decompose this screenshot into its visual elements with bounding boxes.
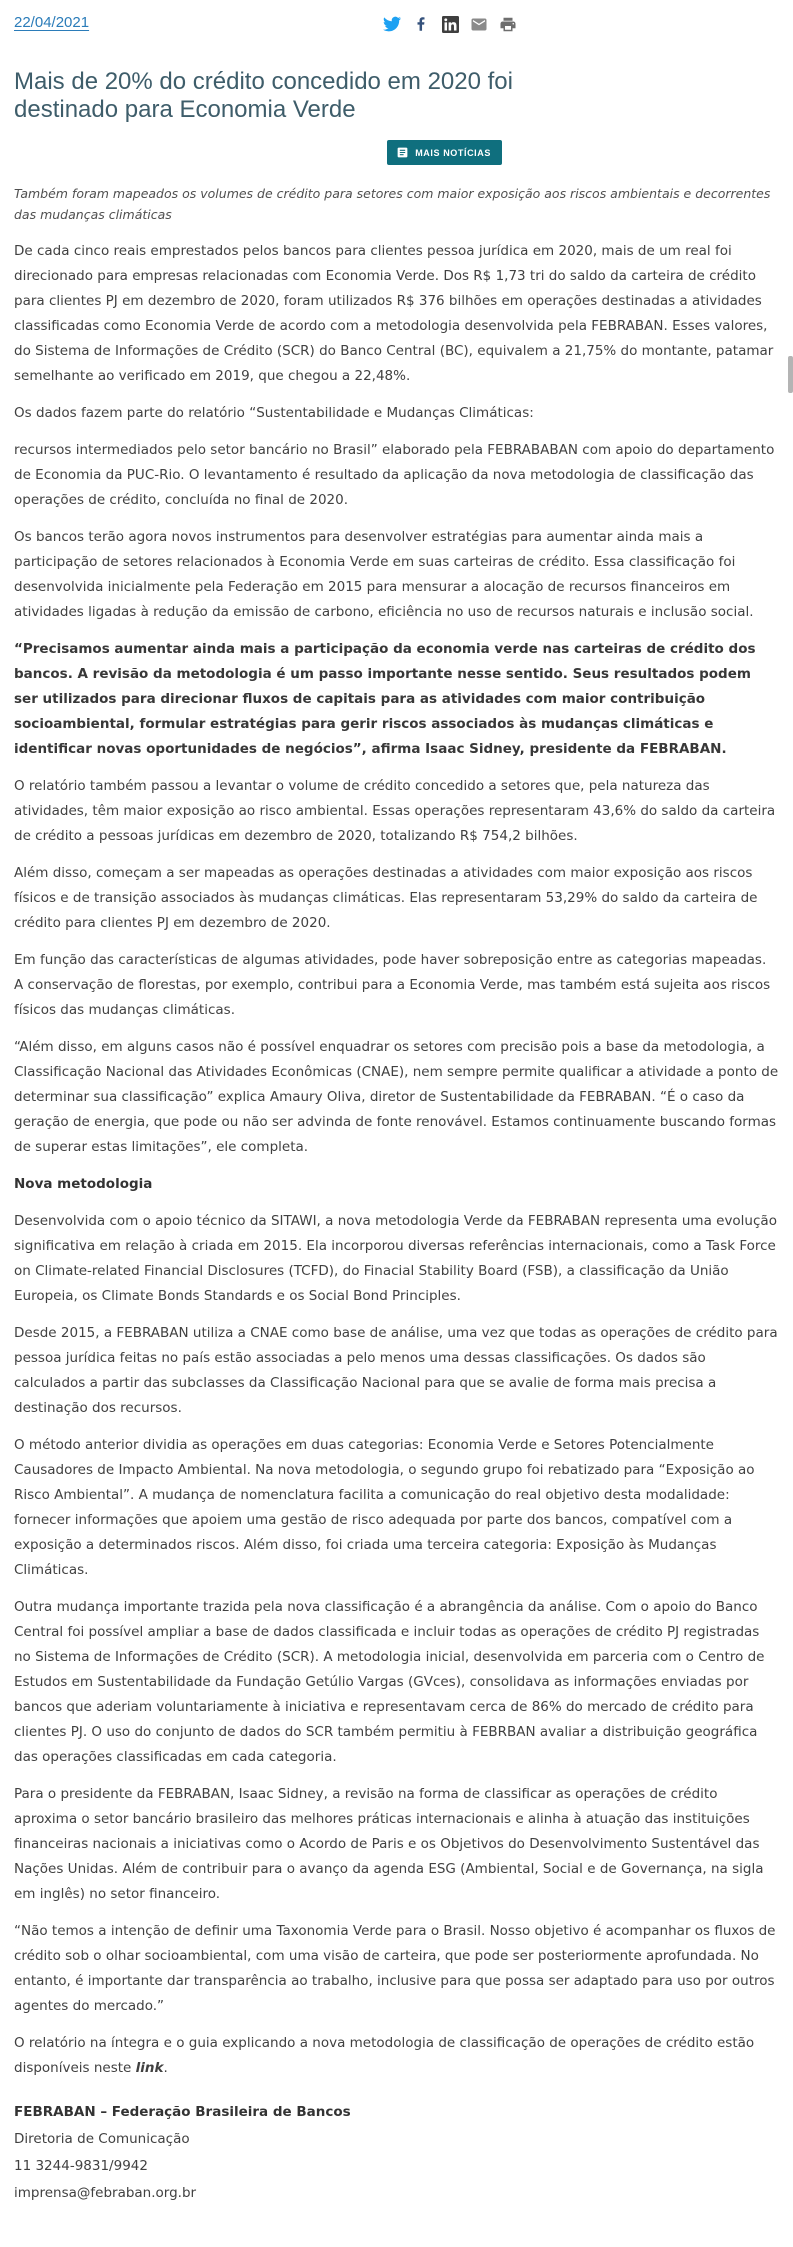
twitter-share-icon[interactable] xyxy=(383,15,401,33)
article-paragraph: “Além disso, em alguns casos não é possível enquadrar os setores com precisão pois a base da metodologia, a Classificação Nacional das Atividades Econômicas (CNAE), nem sempre permite qualificar a atividade a ponto de determinar sua classificação” explica Amaury Oliva, diretor de Sustentabilidade da FEBRABAN. “É o caso da geração de energia, que pode ou não ser advinda de fonte renovável. Estamos continuamente buscando formas de superar estas limitações”, ele completa. xyxy=(14,1039,779,1155)
article-paragraph: De cada cinco reais emprestados pelos bancos para clientes pessoa jurídica em 2020, mais de um real foi direcionado para empresas relacionadas com Economia Verde. Dos R$ 1,73 tri do saldo da carteira de crédito para clientes PJ em dezembro de 2020, foram utilizados R$ 376 bilhões em operações destinadas a atividades classificadas como Economia Verde de acordo com a metodologia desenvolvida pela FEBRABAN. Esses valores, do Sistema de Informações de Crédito (SCR) do Banco Central (BC), equivalem a 21,75% do montante, patamar semelhante ao verificado em 2019, que chegou a 22,48%. xyxy=(14,243,774,384)
footer-line: imprensa@febraban.org.br xyxy=(14,2185,197,2201)
article-paragraph: Além disso, começam a ser mapeadas as operações destinadas a atividades com maior exposição aos riscos físicos e de transição associados às mudanças climáticas. Elas representaram 53,29% do saldo da carteira de crédito para clientes PJ em dezembro de 2020. xyxy=(14,865,758,931)
newspaper-icon xyxy=(396,146,409,159)
article-title: Mais de 20% do crédito concedido em 2020 foi destinado para Economia Verde xyxy=(14,68,513,123)
article-lead: Também foram mapeados os volumes de crédito para setores com maior exposição aos riscos ambientais e decorrentes das mudanças climáticas xyxy=(14,186,771,222)
footer-line: 11 3244-9831/9942 xyxy=(14,2158,148,2174)
more-news-button[interactable] xyxy=(387,140,502,165)
article-paragraph: Em função das características de algumas atividades, pode haver sobreposição entre as categorias mapeadas. A conservação de florestas, por exemplo, contribui para a Economia Verde, mas também está sujeita aos riscos físicos das mudanças climáticas. xyxy=(14,952,771,1018)
linkedin-share-icon[interactable] xyxy=(441,15,459,33)
report-link[interactable]: link xyxy=(135,2060,164,2076)
article-paragraph: Outra mudança importante trazida pela nova classificação é a abrangência da análise. Com o apoio do Banco Central foi possível ampliar a base de dados classificada e incluir todas as operações de crédito PJ registradas no Sistema de Informações de Crédito (SCR). A metodologia inicial, desenvolvida em parceria com o Centro de Estudos em Sustentabilidade da Fundação Getúlio Vargas (GVces), consolidava as informações enviadas por bancos que aderiam voluntariamente à iniciativa e representavam cerca de 86% do mercado de crédito para clientes PJ. O uso do conjunto de dados do SCR também permitiu à FEBRBAN avaliar a distribuição geográfica das operações classificadas em cada categoria. xyxy=(14,1599,765,1765)
footer-line: FEBRABAN – Federação Brasileira de Bancos xyxy=(14,2104,351,2120)
email-share-icon[interactable] xyxy=(470,15,488,33)
article-footer xyxy=(14,2099,779,2207)
article-paragraph: Desde 2015, a FEBRABAN utiliza a CNAE como base de análise, uma vez que todas as operações de crédito para pessoa jurídica feitas no país estão associadas a pelo menos uma dessas classificações. Os dados são calculados a partir das subclasses da Classificação Nacional para que se avalie de forma mais precisa a destinação dos recursos. xyxy=(14,1325,778,1416)
article-paragraph: Desenvolvida com o apoio técnico da SITAWI, a nova metodologia Verde da FEBRABAN representa uma evolução significativa em relação à criada em 2015. Ela incorporou diversas referências internacionais, como a Task Force on Climate-related Financial Disclosures (TCFD), do Finacial Stability Board (FSB), a classificação da União Europeia, os Climate Bonds Standards e os Social Bond Principles. xyxy=(14,1213,777,1304)
article-paragraph: O relatório também passou a levantar o volume de crédito concedido a setores que, pela natureza das atividades, têm maior exposição ao risco ambiental. Essas operações representaram 43,6% do saldo da carteira de crédito a pessoas jurídicas em dezembro de 2020, totalizando R$ 754,2 bilhões. xyxy=(14,778,776,844)
article-paragraph: “Precisamos aumentar ainda mais a participação da economia verde nas carteiras de crédito dos bancos. A revisão da metodologia é um passo importante nesse sentido. Seus resultados podem ser utilizados para direcionar fluxos de capitais para as atividades com maior contribuição socioambiental, formular estratégias para gerir riscos associados às mudanças climáticas e identificar novas oportunidades de negócios”, afirma Isaac Sidney, presidente da FEBRABAN. xyxy=(14,641,756,757)
article-paragraph: “Não temos a intenção de definir uma Taxonomia Verde para o Brasil. Nosso objetivo é acompanhar os fluxos de crédito sob o olhar socioambiental, com uma visão de carteira, que pode ser posteriormente aprofundada. No entanto, é importante dar transparência ao trabalho, inclusive para que possa ser adaptado para uso por outros agentes do mercado.” xyxy=(14,1923,776,2014)
facebook-share-icon[interactable] xyxy=(412,15,430,33)
article-paragraph: Os bancos terão agora novos instrumentos para desenvolver estratégias para aumentar ainda mais a participação de setores relacionados à Economia Verde em suas carteiras de crédito. Essa classificação foi desenvolvida inicialmente pela Federação em 2015 para mensurar a alocação de recursos financeiros em atividades ligadas à redução da emissão de carbono, eficiência no uso de recursos naturais e inclusão social. xyxy=(14,529,754,620)
more-news-label: MAIS NOTÍCIAS xyxy=(415,147,491,158)
article-paragraph: Para o presidente da FEBRABAN, Isaac Sidney, a revisão na forma de classificar as operações de crédito aproxima o setor bancário brasileiro das melhores práticas internacionais e alinha à atuação das instituições financeiras nacionais a iniciativas como o Acordo de Paris e os Objetivos do Desenvolvimento Sustentável das Nações Unidas. Além de contribuir para o avanço da agenda ESG (Ambiental, Social e de Governança, na sigla em inglês) no setor financeiro. xyxy=(14,1786,764,1902)
article-paragraph: recursos intermediados pelo setor bancário no Brasil” elaborado pela FEBRABABAN com apoio do departamento de Economia da PUC-Rio. O levantamento é resultado da aplicação da nova metodologia de classificação das operações de crédito, concluída no final de 2020. xyxy=(14,442,775,508)
article-paragraph: Os dados fazem parte do relatório “Sustentabilidade e Mudanças Climáticas: xyxy=(14,405,534,421)
footer-line: Diretoria de Comunicação xyxy=(14,2131,190,2147)
print-icon[interactable] xyxy=(499,15,517,33)
article-paragraph: O método anterior dividia as operações em duas categorias: Economia Verde e Setores Potencialmente Causadores de Impacto Ambiental. Na nova metodologia, o segundo grupo foi rebatizado para “Exposição ao Risco Ambiental”. A mudança de nomenclatura facilita a comunicação do real objetivo desta modalidade: fornecer informações que apoiem uma gestão de risco adequada por parte dos bancos, compatível com a exposição a determinados riscos. Além disso, foi criada uma terceira categoria: Exposição às Mudanças Climáticas. xyxy=(14,1437,755,1578)
scrollbar-thumb[interactable] xyxy=(788,356,793,393)
article-body xyxy=(14,239,779,2081)
article-paragraph: O relatório na íntegra e o guia explicando a nova metodologia de classificação de operações de crédito estão disponíveis neste link. xyxy=(14,2035,755,2076)
article-date-link[interactable]: 22/04/2021 xyxy=(14,14,90,31)
section-heading: Nova metodologia xyxy=(14,1176,153,1192)
more-news-row xyxy=(14,140,502,165)
share-bar xyxy=(383,15,517,33)
